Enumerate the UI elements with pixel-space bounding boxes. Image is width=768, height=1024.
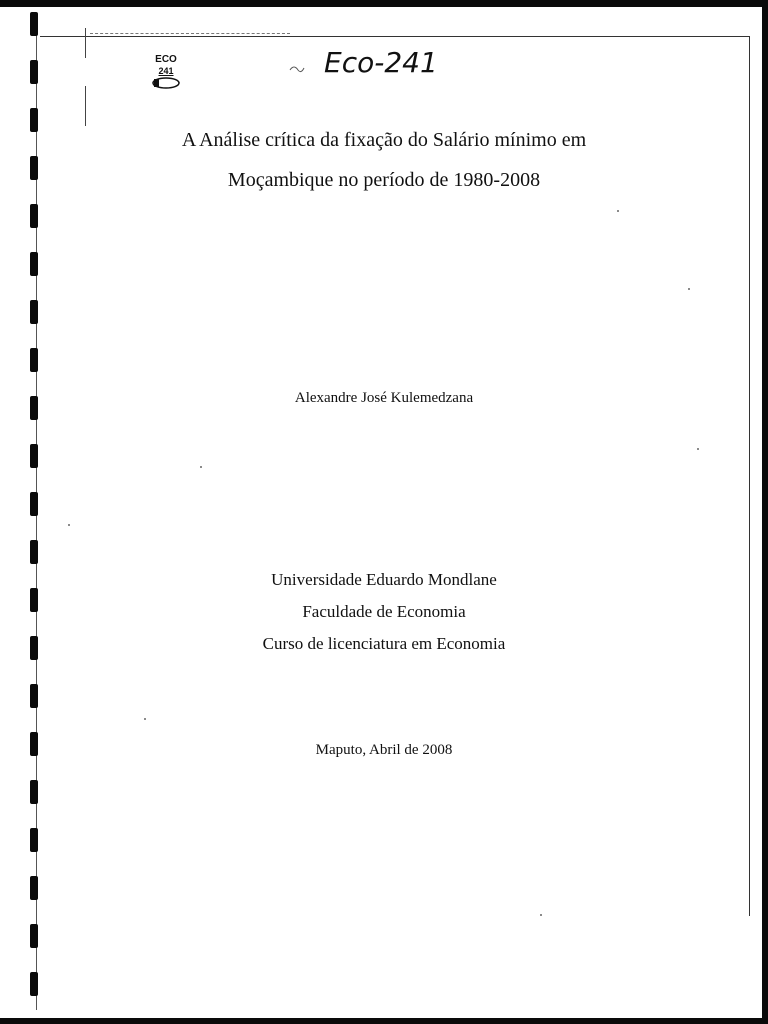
scan-edge-top: [0, 0, 768, 7]
binding-hole: [30, 300, 38, 324]
binding-hole: [30, 972, 38, 996]
frame-line-left-upper: [85, 28, 86, 58]
scan-speck: [144, 718, 146, 720]
course-name: Curso de licenciatura em Economia: [262, 634, 506, 653]
binding-hole: [30, 684, 38, 708]
binding-hole: [30, 12, 38, 36]
scan-speck: [200, 466, 202, 468]
place-and-date: Maputo, Abril de 2008: [315, 742, 453, 758]
title-line-2: Moçambique no período de 1980-2008: [227, 169, 541, 191]
binding-hole: [30, 780, 38, 804]
binding-hole: [30, 60, 38, 84]
stamp-code: ECO: [155, 54, 177, 65]
frame-line-top: [40, 36, 750, 37]
binding-hole: [30, 348, 38, 372]
document-title: [0, 120, 768, 200]
scan-speck: [68, 524, 70, 526]
scan-speck: [540, 914, 542, 916]
dashed-line-top: [90, 33, 290, 34]
binding-hole: [30, 252, 38, 276]
scan-speck: [688, 288, 690, 290]
university-name: Universidade Eduardo Mondlane: [271, 570, 497, 589]
faculty-name: Faculdade de Economia: [302, 602, 466, 621]
handwritten-code: Eco-241: [324, 46, 438, 79]
binding-hole: [30, 540, 38, 564]
scan-speck: [617, 210, 619, 212]
binding-hole: [30, 492, 38, 516]
binding-hole: [30, 444, 38, 468]
binding-hole: [30, 828, 38, 852]
institution-block: [0, 564, 768, 660]
binding-hole: [30, 876, 38, 900]
library-stamp: [146, 54, 186, 89]
stamp-seal-icon: [151, 77, 181, 89]
author-name: Alexandre José Kulemedzana: [294, 390, 474, 406]
scan-edge-bottom: [0, 1018, 768, 1024]
handwritten-annotation: [280, 40, 460, 90]
binding-hole: [30, 204, 38, 228]
binding-hole: [30, 924, 38, 948]
scan-speck: [697, 448, 699, 450]
stamp-number: 241: [158, 66, 174, 76]
title-line-1: A Análise crítica da fixação do Salário mínimo em: [181, 129, 587, 151]
